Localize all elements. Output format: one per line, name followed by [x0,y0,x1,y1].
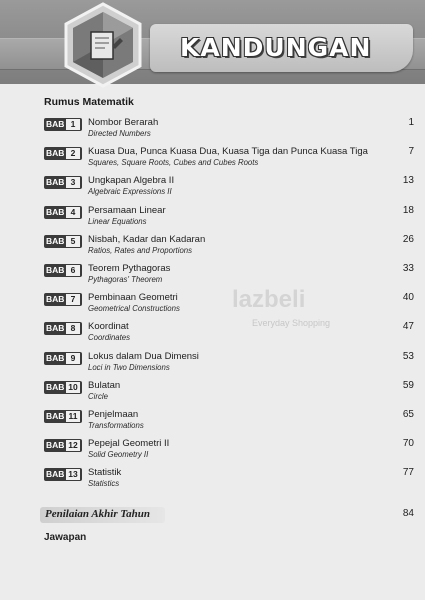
toc-entry [44,380,414,406]
page-number: 47 [402,321,414,333]
chapter-number: 9 [66,353,80,364]
chapter-title: Pepejal Geometri II [88,438,170,450]
chapter-title: Bulatan [88,379,121,391]
page-number: 70 [402,438,414,450]
chapter-title-english: Geometrical Constructions [88,304,180,314]
section-heading: Rumus Matematik [44,96,134,108]
page-number: 1 [408,117,414,128]
chapter-badge-label: BAB [46,119,65,129]
chapter-badge-label: BAB [46,381,65,392]
chapter-badge-label: BAB [46,148,65,159]
chapter-badge [44,264,82,277]
chapter-title-english: Ratios, Rates and Proportions [88,245,193,255]
chapter-badge [44,293,82,306]
toc-entry [44,117,414,143]
watermark [232,286,352,334]
toc-entry [44,175,414,201]
chapter-title: Persamaan Linear [88,204,166,216]
toc-entry [44,146,414,172]
chapter-badge [44,176,82,189]
chapter-badge-label: BAB [46,294,65,305]
chapter-number: 4 [66,207,80,218]
toc-entry [44,351,414,377]
chapter-number: 1 [66,119,80,130]
toc-entry-jawapan: Jawapan [44,532,87,543]
page-number: 7 [408,146,414,158]
toc-entry [44,263,414,289]
chapter-number: 7 [66,294,80,305]
chapter-badge-label: BAB [46,235,65,246]
toc-entry [44,467,414,493]
watermark-tagline: Everyday Shopping [252,318,331,328]
chapter-badge-label: BAB [46,206,65,217]
penilaian-label: Penilaian Akhir Tahun [45,508,150,520]
toc-entry [44,438,414,464]
chapter-number: 6 [66,265,80,276]
chapter-number: 11 [66,411,80,422]
chapter-title: Statistik [88,467,122,479]
chapter-number: 5 [66,236,80,247]
page-number: 26 [402,233,414,245]
chapter-badge-label: BAB [46,265,65,275]
page-title: KANDUNGAN [180,33,372,62]
chapter-title: Pembinaan Geometri [88,292,178,304]
toc-entry [44,321,414,347]
chapter-title-english: Directed Numbers [88,129,151,138]
chapter-badge-label: BAB [46,352,65,363]
chapter-title-english: Transformations [88,421,144,430]
chapter-title: Teorem Pythagoras [88,263,171,274]
page-number: 53 [402,350,414,362]
chapter-title: Koordinat [88,321,129,333]
page-number: 13 [402,175,414,187]
chapter-title: Nisbah, Kadar dan Kadaran [88,233,206,245]
chapter-title-english: Algebraic Expressions II [88,187,172,197]
chapter-badge [44,352,82,365]
page-number: 59 [402,379,414,391]
chapter-title-english: Linear Equations [88,216,147,226]
chapter-badge [44,381,82,394]
chapter-badge-label: BAB [46,469,65,480]
chapter-badge [44,235,82,248]
page-number: 65 [402,409,414,420]
chapter-title: Nombor Berarah [88,117,159,128]
chapter-number: 13 [66,469,80,480]
chapter-badge [44,439,82,452]
chapter-title-english: Solid Geometry II [88,450,149,460]
toc-entry [44,205,414,231]
chapter-badge [44,206,82,219]
page-number: 84 [402,508,414,519]
chapter-badge [44,147,82,160]
page-number: 40 [402,292,414,304]
chapter-title-english: Circle [88,391,108,401]
header-banner [0,0,425,84]
toc-entry [44,292,414,318]
watermark-brand: lazbeli [232,286,306,313]
chapter-title: Penjelmaan [88,409,139,420]
chapter-title-english: Pythagoras' Theorem [88,275,163,284]
toc-entry [44,409,414,435]
chapter-badge [44,322,82,335]
chapter-number: 3 [66,177,80,188]
page-number: 18 [402,204,414,216]
chapter-number: 2 [66,148,80,159]
chapter-title: Kuasa Dua, Punca Kuasa Dua, Kuasa Tiga dan Punca Kuasa Tiga [88,146,368,158]
chapter-number: 10 [66,382,80,393]
chapter-title: Ungkapan Algebra II [88,175,175,187]
chapter-badge-label: BAB [46,177,65,188]
book-hexagon-icon [60,2,146,88]
chapter-title-english: Coordinates [88,333,131,343]
chapter-badge-label: BAB [46,440,65,451]
chapter-number: 12 [66,440,80,451]
page-number: 33 [402,263,414,274]
page-number: 77 [402,467,414,479]
chapter-badge-label: BAB [46,323,65,334]
chapter-title-english: Statistics [88,479,120,489]
chapter-number: 8 [66,323,80,334]
chapter-title: Lokus dalam Dua Dimensi [88,350,199,362]
chapter-badge [44,410,82,423]
toc-entry [44,234,414,260]
chapter-badge-label: BAB [46,411,65,421]
chapter-title-english: Squares, Square Roots, Cubes and Cubes Roots [88,158,259,168]
chapter-badge [44,468,82,481]
toc-entry-penilaian [40,506,414,528]
chapter-title-english: Loci in Two Dimensions [88,362,170,372]
chapter-badge [44,118,82,131]
